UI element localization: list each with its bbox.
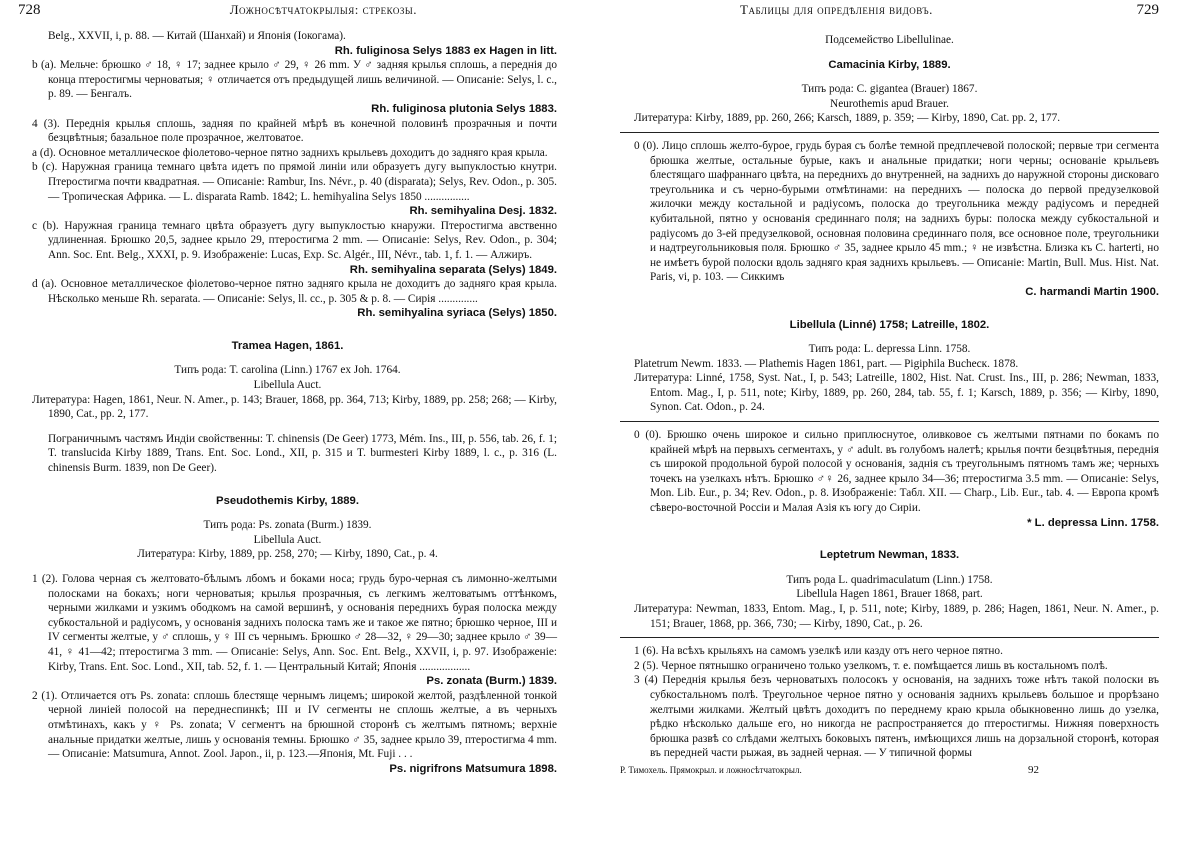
synonym-line: Libellula Auct. (253, 533, 322, 546)
type-species: Типъ рода: L. depressa Linn. 1758. (808, 343, 971, 356)
text-paragraph: Пограничнымъ частямъ Индіи свойственны: T. chinensis (De Geer) 1773, Mém. Ins., III, p. 556, tab. 26, f. 1; T. translucida Kirby 1889, Trans. Ent. Soc. Lond., XII, p. 315 и T. burmesteri Kirby 1889, l. c., p. 316 (L. chinensis Burm. 1839, non De Geer). (48, 432, 557, 475)
key-couplet: a (d). Основное металлическое фіолетово-черное пятно заднихъ крыльевъ доходитъ до задняго края крыла. (32, 146, 548, 159)
species-name: Rh. semihyalina Desj. 1832. (409, 205, 557, 218)
key-couplet: 4 (3). Переднія крылья сплошь, задняя по крайней мѣрѣ въ конечной половинѣ прозрачныя и почти безцвѣтныя; базальное поле прозрачное, желтоватое. (32, 117, 557, 145)
key-couplet: 0 (0). Лицо сплошь желто-бурое, грудь бурая съ болѣе темной предплечевой полоской; первые три сегмента брюшка желтые, остальные бурые, какъ и анальные придатки; ноги черны; основаніе крыльевъ блестящаго шафраннаго цвѣта, на переднихъ до внутренней, на заднихъ до наружной стороны дисковаго треугольника и съ черно-бурыми отмѣтинами: на переднихъ — полоска до первой предузелковой жилочки между костальной и радіусомъ, полоска до треугольника между радіусомъ и передней кубитальной, пятно у основанія срединнаго поля; на заднихъ буры: полоска между субкостальной и радіусомъ до 3-ей предузелковой, основная половина срединнаго поля, все основное поле, треугольники и надтреугольниковыя поля. Брюшко ♂ 35, заднее крыло 45 mm.; ♀ не извѣстна. Близка къ C. harterti, но не имѣетъ бурой полоски вдоль задняго края заднихъ крыльевъ. — Описаніе: Martin, Bull. Mus. Hist. Nat. Paris, vi, p. 103. — Сиккимъ (634, 139, 1159, 284)
genus-heading-tramea: Tramea Hagen, 1861. (231, 339, 344, 352)
page-number-left: 728 (18, 2, 41, 18)
genus-heading-libellula: Libellula (Linné) 1758; Latreille, 1802. (789, 318, 990, 331)
key-couplet: 2 (1). Отличается отъ Ps. zonata: сплошь блестяще чернымъ лицемъ; широкой желтой, раздѣленной тонкой черной линіей полосой на переднеспинкѣ; III и IV сегменты не сплошь желтые, а въ черныхъ отмѣтинахъ, какъ у ♀ Ps. zonata; V сегментъ на брюшной сторонѣ съ желтымъ пятномъ; верхніе анальные придатки желтые, лишь у основанія темны. Брюшко ♂ 35, заднее крыло 39, птеростигма 4 mm. — Описаніе: Matsumura, Annot. Zool. Japon., ii, p. 123.—Японія, Mt. Fuji . . . (32, 689, 557, 761)
running-header-right (620, 3, 1159, 23)
species-name: Ps. zonata (Burm.) 1839. (426, 675, 557, 688)
literature-line: Литература: Newman, 1833, Entom. Mag., I, p. 511, note; Kirby, 1889, p. 286; Hagen, 1861, Neur. N. Amer., p. 151; Brauer, 1868, pp. 366, 730; — Kirby, 1890, Cat., p. 26. (634, 603, 1159, 630)
key-couplet: b (a). Мельче: брюшко ♂ 18, ♀ 17; заднее крыло ♂ 29, ♀ 26 mm. У ♂ задняя крылья сплошь, а переднія до конца птеростигмы черноватыя; ♀ отличается отъ предыдущей лишь величиной. — Описаніе: Selys, l. c., p. 89. — Бенгалъ. (32, 59, 557, 101)
left-page (0, 0, 587, 867)
synonym-line: Platetrum Newm. 1833. — Plathemis Hagen 1861, part. — Pigiphila Buchecк. 1878. (634, 357, 1019, 370)
type-species: Типъ рода: T. carolina (Linn.) 1767 ex Joh. 1764. (174, 364, 401, 377)
page-footer (620, 763, 1159, 778)
species-name: C. harmandi Martin 1900. (1025, 285, 1159, 298)
species-name: Ps. nigrifrons Matsumura 1898. (389, 762, 557, 775)
species-name: * L. depressa Linn. 1758. (1027, 516, 1159, 529)
running-title-right: Таблицы для опредѣленія видовъ. (740, 2, 933, 17)
key-couplet: 2 (5). Черное пятнышко ограничено только узелкомъ, т. е. помѣщается лишь въ костальномъ полѣ. (634, 659, 1108, 672)
page-number-right: 729 (1136, 2, 1159, 18)
genus-heading-pseudothemis: Pseudothemis Kirby, 1889. (216, 494, 359, 507)
running-header-left (18, 3, 557, 23)
running-title-left: Ложносѣтчатокрылыя: стрекозы. (229, 2, 417, 17)
divider (620, 421, 1159, 422)
key-couplet: 3 (4) Переднія крылья безъ черноватыхъ полосокъ у основанія, на заднихъ тоже нѣтъ такой полоски въ субкостальномъ полѣ. Треугольное черное пятно у основанія заднихъ крыльевъ большое и прорѣзано желтыми жилками. Желтый цвѣтъ доходитъ по переднему краю крыла обыкновенно лишь до узелка, рѣдко нѣсколько дальше его, но никогда не распространяется до птеростигмы. Нижняя поверхность брюшка развѣ со слѣдами желтыхъ боковыхъ пятенъ, имѣющихся лишь на дорзальной сторонѣ, которая въ передней части рыжая, въ задней черная. — У типичной формы (634, 674, 1159, 760)
synonym-line: Neurothemis apud Brauer. (830, 97, 949, 110)
species-name: Rh. semihyalina separata (Selys) 1849. (349, 263, 557, 276)
type-species: Типъ рода L. quadrimaculatum (Linn.) 1758. (786, 573, 993, 586)
synonym-line: Libellula Hagen 1861, Brauer 1868, part. (796, 588, 983, 601)
key-couplet: d (a). Основное металлическое фіолетово-черное пятно задняго крыла не доходитъ до задняго края крыла. Нѣсколько меньше Rh. separata. — Описаніе: Selys, ll. cc., p. 305 & p. 8. — Сирія .............. (32, 278, 557, 305)
text-line: Belg., XXVII, i, p. 88. — Китай (Шанхай) и Японія (Іокогама). (48, 30, 346, 42)
key-couplet: c (b). Наружная граница темнаго цвѣта образуетъ дугу выпуклостью кнаружи. Птеростигма авственно удлиненная. Брюшко 20,5, заднее крыло 29, птеростигма 2 mm. — Описаніе: Selys, Rev. Odon., p. 304; Ann. Soc. Ent. Belg., XXXI, p. 9. Изображеніе: Lucas, Exp. Sc. Algér., III, Névr., tab. 1, f. 1. — Алжиръ. (32, 219, 557, 261)
literature-line: Литература: Kirby, 1889, pp. 260, 266; Karsch, 1889, p. 359; — Kirby, 1890, Cat. pp. 2, 177. (634, 112, 1061, 125)
species-name: Rh. semihyalina syriaca (Selys) 1850. (357, 307, 557, 320)
literature-line: Литература: Hagen, 1861, Neur. N. Amer., p. 143; Brauer, 1868, pp. 364, 713; Kirby, 1889, pp. 258; 268; — Kirby, 1890, Cat., pp. 2, 177. (32, 393, 557, 421)
genus-heading-camacinia: Camacinia Kirby, 1889. (828, 58, 951, 71)
key-couplet: 1 (2). Голова черная съ желтовато-бѣлымъ лбомъ и боками носа; грудь буро-черная съ лимонно-желтыми полосками на бокахъ; ноги черноватыя; крылья прозрачныя, съ легкимъ желтоватымъ оттѣнкомъ, черными жилками и узкимъ ободкомъ на самой вершинѣ, у основанія переднихъ бурая полоска между субкостальной и радіусомъ, у основанія заднихъ полоска тамъ же и такое же пятно; брюшко черное, III и IV сегменты желтые, у ♂ сплошь, у ♀ III съ чернымъ. Брюшко ♂ 28—32, ♀ 29—30; заднее крыло ♂ 39—41, ♀ 41—42; птеростигма 3 mm. — Описаніе: Selys, Ann. Soc. Ent. Belg., XXVII, i, p. 97. Изображеніе: Kirby, Trans. Ent. Soc. Lond., XII, tab. 52, f. 1. — Центральный Китай; Японія .................. (32, 573, 557, 673)
species-name: Rh. fuliginosa Selys 1883 ex Hagen in litt. (334, 44, 557, 57)
genus-heading-leptetrum: Leptetrum Newman, 1833. (819, 549, 960, 562)
literature-line: Литература: Kirby, 1889, pp. 258, 270; — Kirby, 1890, Cat., p. 4. (137, 548, 438, 561)
synonym-line: Libellula Auct. (253, 379, 322, 392)
key-couplet: b (c). Наружная граница темнаго цвѣта идетъ по прямой линіи или образуетъ дугу выпуклостью кнутри. Птеростигма почти квадратная. — Описаніе: Rambur, Ins. Névr., p. 40 (disparata); Selys, Rev. Odon., p. 305. — Тропическая Африка. — L. disparata Ramb. 1842; L. hemihyalina Selys 1850 ................ (32, 161, 557, 203)
species-name: Rh. fuliginosa plutonia Selys 1883. (371, 102, 557, 115)
type-species: Типъ рода: Ps. zonata (Burm.) 1839. (203, 519, 372, 532)
type-species: Типъ рода: C. gigantea (Brauer) 1867. (801, 83, 978, 96)
key-couplet: 0 (0). Брюшко очень широкое и сильно приплюснутое, оливковое съ желтыми пятнами по бокамъ по крайней мѣрѣ на первыхъ сегментахъ, у ♂ adult. въ голубомъ налетѣ; крылья почти безцвѣтныя, переднія съ широкой продольной бурой полосой у основанія, заднія съ треугольнымъ пятномъ тамъ же; черныхъ точекъ на узелкахъ нѣтъ. Брюшко ♂♀ 26, заднее крыло 34—36; птеростигма 3.5 mm. — Описаніе: Selys, Mon. Lib. Eur., p. 34; Rev. Odon., p. 8. Изображеніе: Табл. XII. — Charp., Lib. Eur., tab. 4. — Европа кромѣ сѣверо-восточной Россіи и Малая Азія къ югу до Сиріи. (634, 429, 1159, 515)
subfamily-heading: Подсемейство Libellulinae. (825, 34, 954, 46)
divider (620, 132, 1159, 133)
key-couplet: 1 (6). На всѣхъ крыльяхъ на самомъ узелкѣ или казду отъ него черное пятно. (634, 645, 1003, 658)
divider (620, 637, 1159, 638)
footer-signature: Р. Тимохель. Прямокрыл. и ложносѣтчатокрыл. (620, 764, 802, 775)
footer-sheet-number: 92 (1028, 763, 1039, 776)
literature-line: Литература: Linné, 1758, Syst. Nat., I, p. 543; Latreille, 1802, Hist. Nat. Crust. Ins., III, p. 286; Newman, 1833, Entom. Mag., I, p. 511, note; Kirby, 1889, pp. 260, 284, tab. 55, f. 1; Karsch, 1889, p. 356; — Kirby, 1890, Synon. Cat. Odon., p. 24. (634, 372, 1159, 414)
right-page (590, 0, 1177, 867)
